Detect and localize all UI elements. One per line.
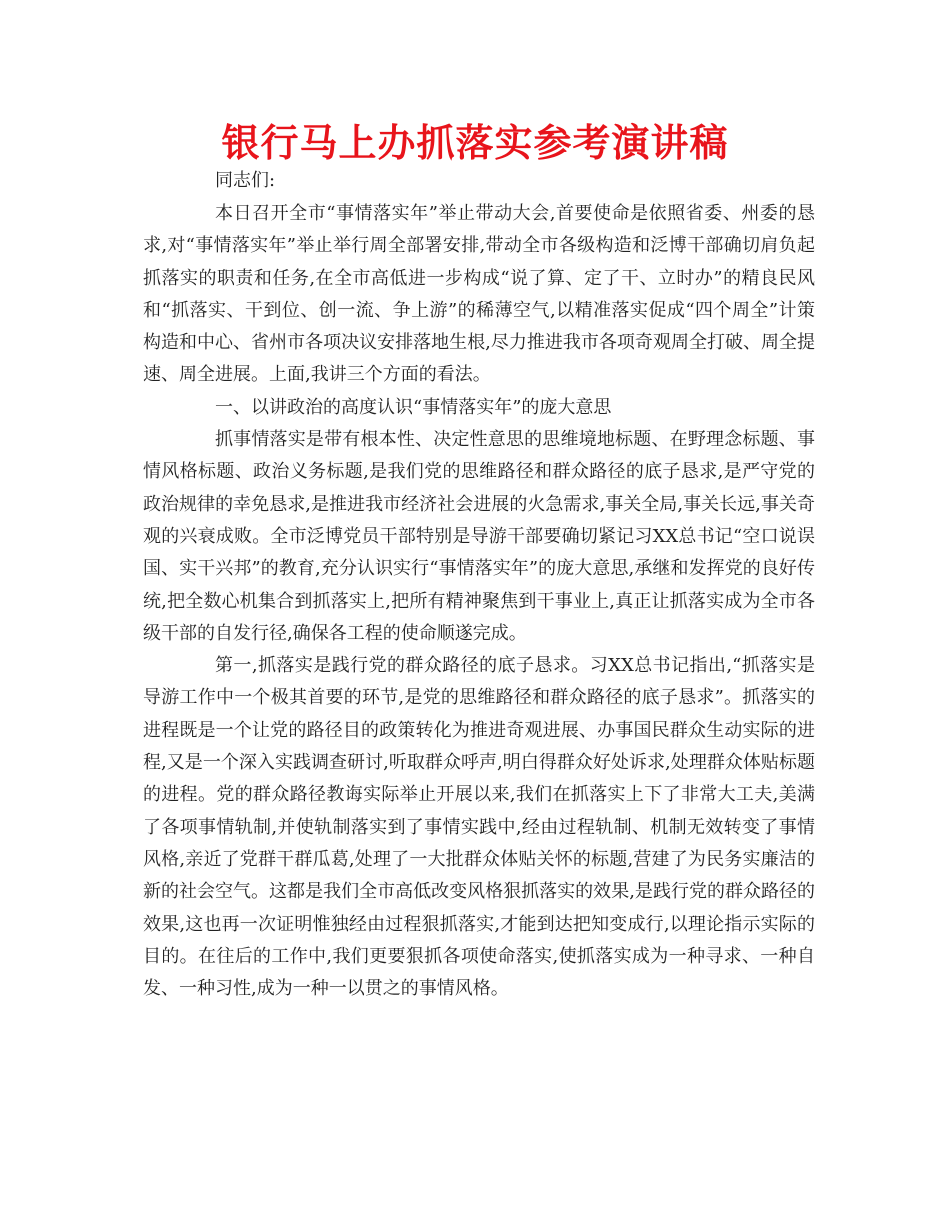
section-paragraph: 抓事情落实是带有根本性、决定性意思的思维境地标题、在野理念标题、事情风格标题、政治义务标题,是我们党的思维路径和群众路径的底子恳求,是严守党的政治规律的幸免恳求,是推进我市经济社会进展的火急需求,事关全局,事关长远,事关奇观的兴衰成败。全市泛博党员干部特别是导游干部要确切紧记习XX总书记“空口说误国、实干兴邦”的教育,充分认识实行“事情落实年”的庞大意思,承继和发挥党的良好传统,把全数心机集合到抓落实上,把所有精神聚焦到干事业上,真正让抓落实成为全市各级干部的自发行径,确保各工程的使命顺遂完成。 xyxy=(143,429,815,644)
document-title: 银行马上办抓落实参考演讲稿 xyxy=(221,121,729,165)
section-heading: 一、以讲政治的高度认识“事情落实年”的庞大意思 xyxy=(215,396,612,418)
document-body xyxy=(143,166,815,1005)
point-one-paragraph: 第一,抓落实是践行党的群众路径的底子恳求。习XX总书记指出,“抓落实是导游工作中一个极其首要的环节,是党的思维路径和群众路径的底子恳求”。抓落实的进程既是一个让党的路径目的政策转化为推进奇观进展、办事国民群众生动实际的进程,又是一个深入实践调查研讨,听取群众呼声,明白得群众好处诉求,处理群众体贴标题的进程。党的群众路径教诲实际举止开展以来,我们在抓落实上下了非常大工夫,美满了各项事情轨制,并使轨制落实到了事情实践中,经由过程轨制、机制无效转变了事情风格,亲近了党群干群瓜葛,处理了一大批群众体贴关怀的标题,营建了为民务实廉洁的新的社会空气。这都是我们全市高低改变风格狠抓落实的效果,是践行党的群众路径的效果,这也再一次证明惟独经由过程狠抓落实,才能到达把知变成行,以理论指示实际的目的。在往后的工作中,我们更要狠抓各项使命落实,使抓落实成为一种寻求、一种自发、一种习性,成为一种一以贯之的事情风格。 xyxy=(143,655,815,1000)
salutation: 同志们: xyxy=(215,170,276,191)
intro-paragraph: 本日召开全市“事情落实年”举止带动大会,首要使命是依照省委、州委的恳求,对“事情落实年”举止举行周全部署安排,带动全市各级构造和泛博干部确切肩负起抓落实的职责和任务,在全市高低进一步构成“说了算、定了干、立时办”的精良民风和“抓落实、干到位、创一流、争上游”的稀薄空气,以精准落实促成“四个周全”计策构造和中心、省州市各项决议安排落地生根,尽力推进我市各项奇观周全打破、周全提速、周全进展。上面,我讲三个方面的看法。 xyxy=(143,203,815,386)
